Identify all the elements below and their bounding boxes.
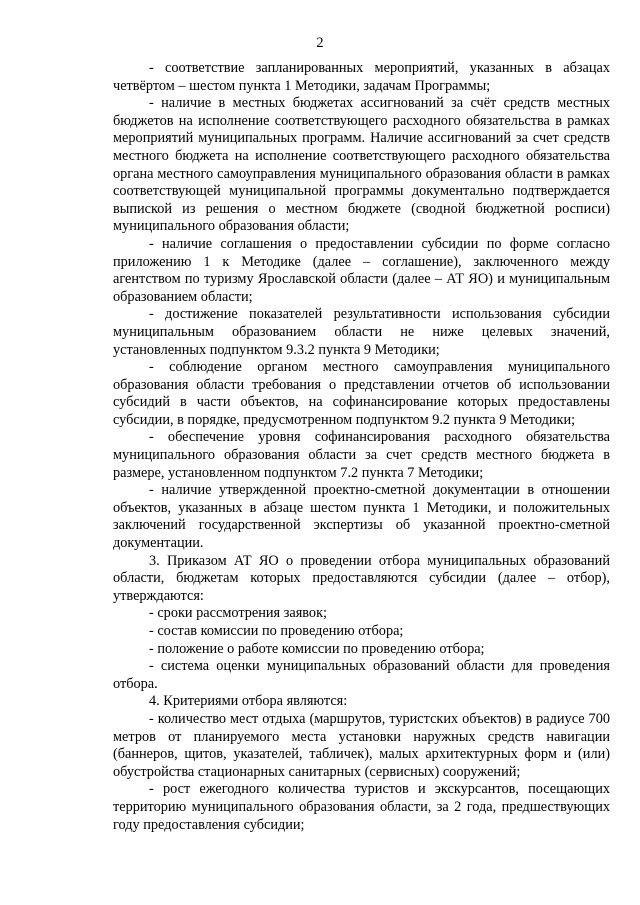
paragraph: - сроки рассмотрения заявок; — [149, 605, 327, 622]
paragraph: - наличие соглашения о предоставлении субсидии по форме согласно приложению 1 к Методике (далее – соглашение), заключенного между агентством по туризму Ярославской области (далее – АТ ЯО) и муниципальным образованием области; — [113, 235, 610, 305]
paragraph: - соблюдение органом местного самоуправления муниципального образования области требования о представлении отчетов об использовании субсидий в части объектов, на софинансирование которых предоставлены субсидии, в порядке, предусмотренном подпунктом 9.2 пункта 9 Методики; — [113, 359, 610, 428]
paragraph: - рост ежегодного количества туристов и экскурсантов, посещающих территорию муниципального образования области, за 2 года, предшествующих году предоставления субсидии; — [113, 781, 610, 833]
paragraph: - наличие в местных бюджетах ассигнований за счёт средств местных бюджетов на исполнение соответствующего расходного обязательства в рамках мероприятий муниципальных программ. Наличие ассигнований за счет средств местного бюджета на исполнение соответствующего расходного обязательства органа местного самоуправления муниципального образования области в рамках соответствующей муниципальной программы документально подтверждается выпиской из решения о местном бюджете (сводной бюджетной росписи) муниципального образования области; — [113, 95, 610, 235]
paragraph: - соответствие запланированных мероприятий, указанных в абзацах четвёртом – шестом пункта 1 Методики, задачам Программы; — [113, 60, 610, 94]
page-number: 2 — [316, 35, 324, 51]
paragraph: 4. Критериями отбора являются: — [149, 693, 348, 710]
paragraph: - положение о работе комиссии по проведению отбора; — [149, 640, 485, 657]
paragraph: - количество мест отдыха (маршрутов, туристских объектов) в радиусе 700 метров от планируемого места установки наружных средств навигации (баннеров, щитов, указателей, табличек), малых архитектурных форм и (или) обустройства стационарных санитарных (сервисных) сооружений; — [113, 710, 610, 780]
paragraph: - наличие утвержденной проектно-сметной документации в отношении объектов, указанных в абзаце шестом пункта 1 Методики, и положительных заключений государственной экспертизы об указанной проектно-сметной документации. — [113, 482, 610, 552]
paragraph: - обеспечение уровня софинансирования расходного обязательства муниципального образования области за счет средств местного бюджета в размере, установленном подпунктом 7.2 пункта 7 Методики; — [113, 429, 610, 481]
document-body — [113, 60, 610, 834]
paragraph: 3. Приказом АТ ЯО о проведении отбора муниципальных образований области, бюджетам которых предоставляются субсидии (далее – отбор), утверждаются: — [113, 552, 610, 604]
paragraph: - состав комиссии по проведению отбора; — [149, 623, 404, 639]
paragraph: - система оценки муниципальных образований области для проведения отбора. — [113, 658, 610, 692]
paragraph: - достижение показателей результативности использования субсидии муниципальным образованием области не ниже целевых значений, установленных подпунктом 9.3.2 пункта 9 Методики; — [113, 306, 610, 358]
